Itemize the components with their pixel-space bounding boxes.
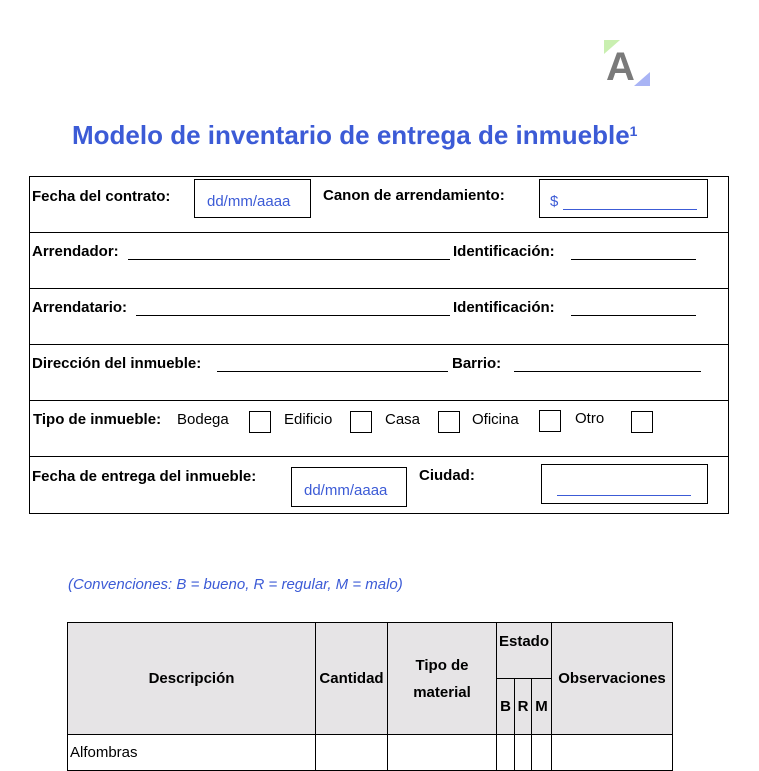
direccion-label: Dirección del inmueble: [32,355,202,372]
ciudad-underline [557,495,691,496]
fecha-entrega-field[interactable] [291,467,407,507]
cell-estado-m[interactable] [532,735,552,771]
header-estado-r: R [515,679,532,735]
direccion-field[interactable] [217,371,448,372]
row-fecha-entrega [30,456,728,514]
ciudad-field[interactable] [541,464,708,504]
title-footnote-mark: 1 [629,123,638,140]
barrio-field[interactable] [514,371,701,372]
row-arrendador [30,232,728,288]
header-tipo-material-line2: material [413,683,471,701]
checkbox-bodega[interactable] [249,411,271,433]
tipo-inmueble-label: Tipo de inmueble: [33,411,162,428]
cell-tipo-material[interactable] [388,735,497,771]
option-bodega-label: Bodega [177,411,229,428]
row-tipo-inmueble [30,400,728,456]
identificacion-field-1[interactable] [571,259,696,260]
header-estado-b: B [497,679,515,735]
header-tipo-material [388,623,497,735]
fecha-entrega-placeholder: dd/mm/aaaa [304,482,388,499]
checkbox-casa[interactable] [438,411,460,433]
cell-descripcion: Alfombras [68,735,316,771]
conventions-note: (Convenciones: B = bueno, R = regular, M = malo) [68,576,403,593]
cell-estado-r[interactable] [515,735,532,771]
option-casa-label: Casa [385,411,421,428]
row-arrendatario [30,288,728,344]
fecha-contrato-label: Fecha del contrato: [32,188,171,205]
cell-estado-b[interactable] [497,735,515,771]
contract-form [29,176,729,514]
identificacion-field-2[interactable] [571,315,696,316]
barrio-label: Barrio: [452,355,502,372]
checkbox-otro[interactable] [631,411,653,433]
fecha-contrato-field[interactable] [194,179,311,218]
header-cantidad: Cantidad [316,623,388,735]
option-edificio-label: Edificio [284,411,333,428]
page-title-text: Modelo de inventario de entrega de inmueble [72,120,630,150]
row-direccion [30,344,728,400]
option-otro-label: Otro [575,410,605,427]
fecha-entrega-label: Fecha de entrega del inmueble: [32,468,257,485]
arrendatario-field[interactable] [136,315,450,316]
option-oficina-label: Oficina [472,411,519,428]
canon-currency: $ [550,193,559,210]
arrendador-label: Arrendador: [32,243,119,260]
page-title [72,120,637,151]
checkbox-oficina[interactable] [539,410,561,432]
header-estado-m: M [532,679,552,735]
identificacion-label-2: Identificación: [453,299,555,316]
cell-observaciones[interactable] [552,735,673,771]
header-observaciones: Observaciones [552,623,673,735]
arrendatario-label: Arrendatario: [32,299,128,316]
table-row [68,735,673,771]
arrendador-field[interactable] [128,259,450,260]
header-tipo-material-line1: Tipo de [415,656,469,674]
fecha-contrato-placeholder: dd/mm/aaaa [207,193,291,210]
checkbox-edificio[interactable] [350,411,372,433]
header-estado: Estado [497,623,552,679]
inventory-table [67,622,673,771]
brand-logo [600,38,652,88]
canon-field[interactable] [539,179,708,218]
ciudad-label: Ciudad: [419,467,475,484]
cell-cantidad[interactable] [316,735,388,771]
logo-letter: A [606,45,635,88]
identificacion-label-1: Identificación: [453,243,555,260]
logo-accent-blue [634,72,650,86]
canon-label: Canon de arrendamiento: [323,187,505,204]
canon-underline [563,209,697,210]
header-descripcion: Descripción [68,623,316,735]
